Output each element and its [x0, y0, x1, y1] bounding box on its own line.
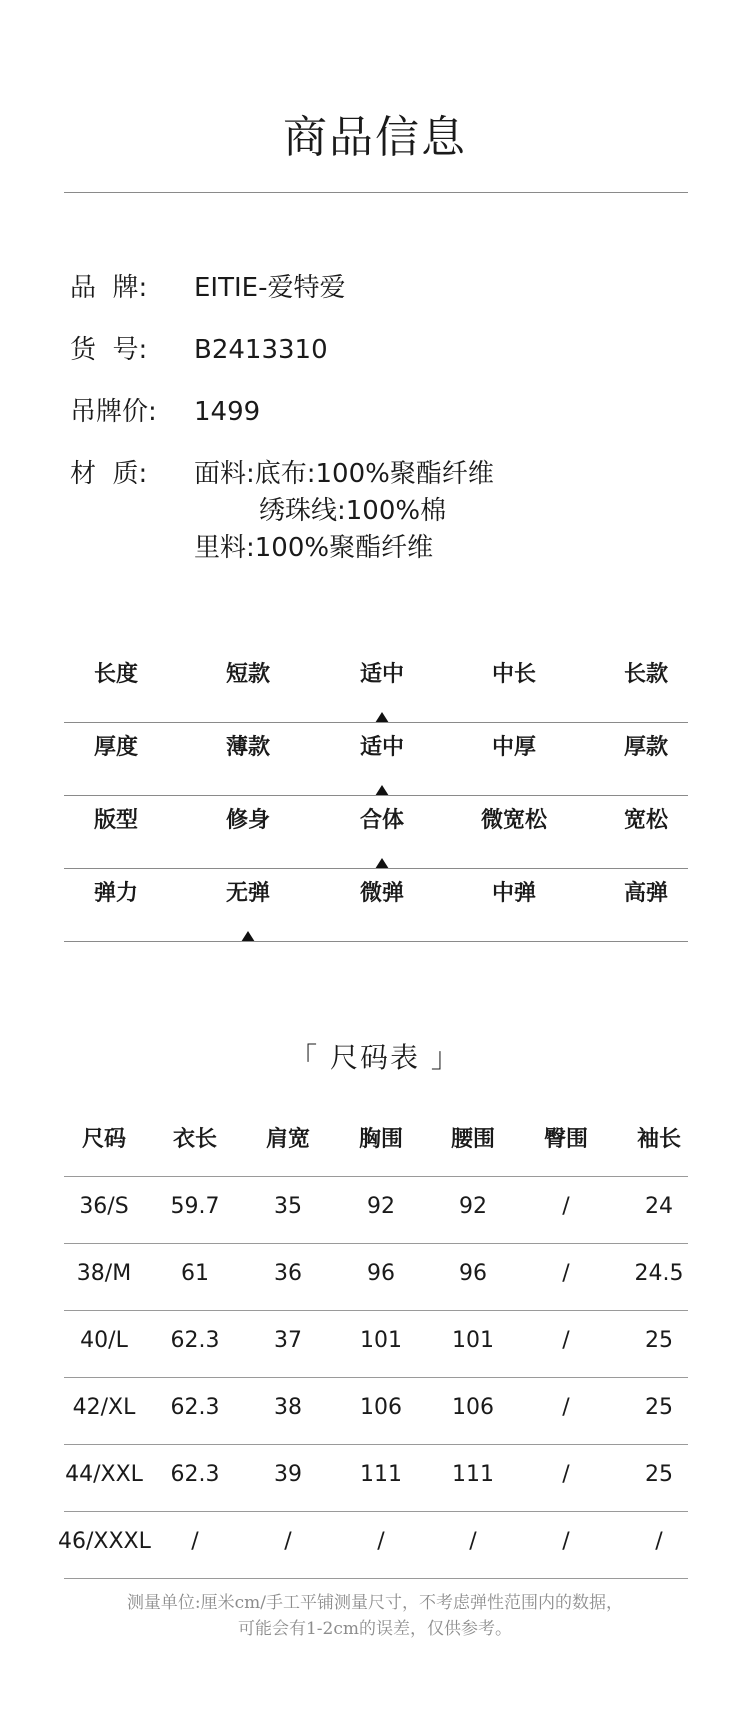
attribute-row: [64, 723, 688, 796]
selected-marker-icon: [375, 712, 389, 723]
table-row: [64, 1378, 688, 1445]
selected-marker-icon: [241, 931, 255, 942]
measurement-cell: 96: [459, 1261, 487, 1286]
material-fabric: 面料:底布:100%聚酯纤维: [194, 459, 494, 489]
measurement-cell: 25: [645, 1462, 673, 1487]
material-label: 材 质:: [70, 459, 148, 489]
attribute-option: 合体: [359, 808, 404, 833]
size-table-header: [64, 1110, 688, 1177]
attribute-option: 长款: [623, 662, 668, 687]
measurement-cell: /: [469, 1529, 477, 1554]
size-cell: 40/L: [80, 1328, 128, 1353]
material-bead-thread: 绣珠线:100%棉: [259, 496, 447, 526]
attribute-option: 无弹: [225, 881, 270, 906]
table-row: [64, 1177, 688, 1244]
column-header: 腰围: [450, 1127, 495, 1152]
attribute-label: 长度: [93, 662, 138, 687]
brand-row: [70, 270, 690, 332]
column-header: 肩宽: [265, 1127, 310, 1152]
measurement-cell: 92: [367, 1194, 395, 1219]
measurement-cell: 59.7: [170, 1194, 220, 1219]
measurement-cell: 62.3: [170, 1462, 220, 1487]
brand-label: 品 牌:: [70, 273, 148, 303]
attribute-option: 短款: [225, 662, 270, 687]
measurement-cell: 111: [360, 1462, 402, 1487]
title-divider: [64, 192, 688, 193]
price-label: 吊牌价:: [70, 397, 157, 427]
measurement-cell: 38: [274, 1395, 302, 1420]
measurement-cell: /: [562, 1261, 570, 1286]
column-header: 尺码: [81, 1127, 126, 1152]
attribute-option: 宽松: [623, 808, 668, 833]
table-row: [64, 1311, 688, 1378]
size-title-open-bracket: 「: [289, 1041, 320, 1074]
measurement-cell: 39: [274, 1462, 302, 1487]
table-row: [64, 1445, 688, 1512]
attribute-option: 修身: [225, 808, 270, 833]
measurement-note: [0, 1590, 750, 1642]
attribute-scale: [64, 650, 688, 942]
attribute-option: 中弹: [491, 881, 536, 906]
measurement-cell: 25: [645, 1328, 673, 1353]
page-title: 商品信息: [283, 112, 467, 163]
attribute-row: [64, 869, 688, 942]
attribute-option: 中厚: [491, 735, 536, 760]
measurement-cell: /: [562, 1395, 570, 1420]
size-chart-title: [0, 1040, 750, 1076]
table-row: [64, 1244, 688, 1311]
column-header: 臀围: [543, 1127, 588, 1152]
material-row: [70, 456, 690, 567]
measurement-cell: 24.5: [634, 1261, 684, 1286]
attribute-option: 适中: [359, 735, 404, 760]
measurement-note-line: 可能会有1-2cm的误差，仅供参考。: [237, 1619, 513, 1639]
size-cell: 44/XXL: [65, 1462, 143, 1487]
selected-marker-icon: [375, 785, 389, 796]
measurement-cell: /: [562, 1529, 570, 1554]
measurement-cell: 61: [181, 1261, 209, 1286]
measurement-cell: 92: [459, 1194, 487, 1219]
measurement-cell: 37: [274, 1328, 302, 1353]
measurement-cell: 25: [645, 1395, 673, 1420]
attribute-row: [64, 796, 688, 869]
measurement-cell: /: [191, 1529, 199, 1554]
attribute-option: 适中: [359, 662, 404, 687]
measurement-cell: 62.3: [170, 1395, 220, 1420]
table-row: [58, 1512, 688, 1579]
measurement-cell: 106: [452, 1395, 494, 1420]
attribute-option: 微弹: [359, 881, 404, 906]
size-cell: 38/M: [76, 1261, 132, 1286]
measurement-note-line: 测量单位:厘米cm/手工平铺测量尺寸，不考虑弹性范围内的数据，: [126, 1593, 624, 1613]
measurement-cell: /: [562, 1462, 570, 1487]
column-header: 袖长: [636, 1127, 681, 1152]
measurement-cell: 36: [274, 1261, 302, 1286]
measurement-cell: 101: [360, 1328, 402, 1353]
price-value: 1499: [194, 397, 261, 427]
measurement-cell: 101: [452, 1328, 494, 1353]
measurement-cell: 96: [367, 1261, 395, 1286]
measurement-cell: 106: [360, 1395, 402, 1420]
measurement-cell: 62.3: [170, 1328, 220, 1353]
material-value: [194, 456, 690, 567]
column-header: 胸围: [358, 1127, 403, 1152]
attribute-option: 中长: [491, 662, 536, 687]
selected-marker-icon: [375, 858, 389, 869]
size-cell: 46/XXXL: [58, 1529, 151, 1554]
measurement-cell: /: [562, 1194, 570, 1219]
measurement-cell: /: [284, 1529, 292, 1554]
attribute-option: 厚款: [623, 735, 668, 760]
sku-label: 货 号:: [70, 335, 148, 365]
measurement-cell: 24: [645, 1194, 673, 1219]
measurement-cell: 35: [274, 1194, 302, 1219]
size-title-close-bracket: 」: [430, 1041, 461, 1074]
measurement-cell: /: [562, 1328, 570, 1353]
attribute-label: 厚度: [93, 735, 138, 760]
size-title-text: 尺码表: [329, 1041, 420, 1074]
attribute-option: 高弹: [623, 881, 668, 906]
attribute-option: 薄款: [225, 735, 270, 760]
size-cell: 36/S: [79, 1194, 129, 1219]
sku-row: [70, 332, 690, 394]
sku-value: B2413310: [194, 335, 328, 365]
measurement-cell: /: [655, 1529, 663, 1554]
brand-value: EITIE-爱特爱: [194, 273, 346, 303]
price-row: [70, 394, 690, 456]
column-header: 衣长: [172, 1127, 217, 1152]
attribute-option: 微宽松: [480, 808, 547, 833]
material-lining: 里料:100%聚酯纤维: [194, 533, 434, 563]
size-cell: 42/XL: [72, 1395, 136, 1420]
attribute-label: 弹力: [93, 881, 138, 906]
attribute-row: [64, 650, 688, 723]
measurement-cell: 111: [452, 1462, 494, 1487]
size-table: [58, 1110, 688, 1579]
product-info: [70, 270, 690, 567]
measurement-cell: /: [377, 1529, 385, 1554]
attribute-label: 版型: [93, 808, 138, 833]
